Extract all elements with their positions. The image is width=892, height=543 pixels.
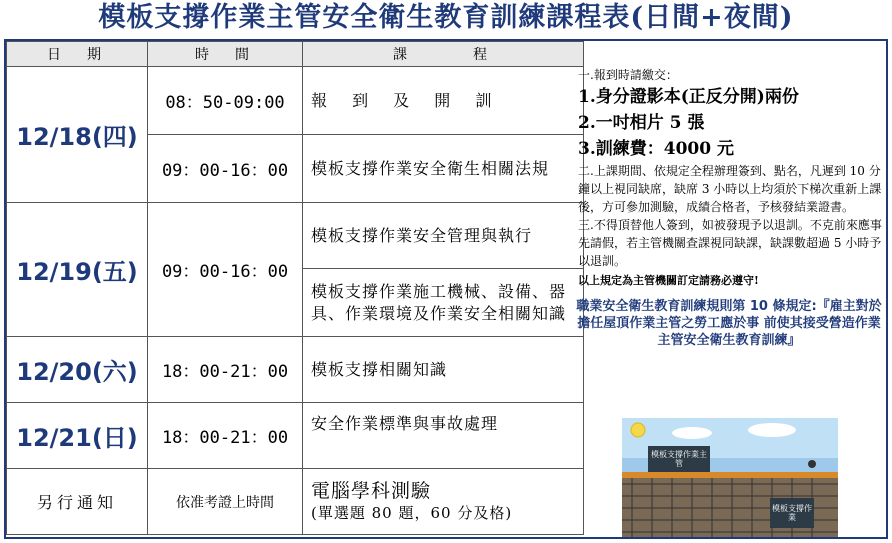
note-emphasis: 以上規定為主管機關訂定請務必遵守! (578, 274, 759, 287)
date-cell: 12/20(六) (7, 337, 148, 403)
note-paragraph: 二.上課期間、依規定全程辦理簽到、點名，凡遲到 10 分鐘以上視同缺席，缺席 3 小時以上均須於下梯次重新上課後，方可參加測驗，成績合格者，予核發結業證書。 (578, 164, 882, 214)
note-item: 3.訓練費：4000 元 (578, 139, 734, 159)
course-cell (303, 469, 584, 535)
schedule-table (6, 41, 584, 535)
time-cell: 09：00-16：00 (148, 135, 303, 203)
date-cell: 12/18(四) (7, 67, 148, 203)
header-course: 課 程 (303, 42, 584, 67)
photo-sign: 模板支撐作業 (772, 504, 812, 522)
time-cell: 18：00-21：00 (148, 403, 303, 469)
time-cell: 09：00-16：00 (148, 203, 303, 337)
course-cell: 模板支撐作業安全管理與執行 (303, 203, 584, 269)
table-row (7, 337, 584, 403)
course-cell: 模板支撐相關知識 (303, 337, 584, 403)
table-row (7, 67, 584, 135)
note-item: 1.身分證影本(正反分開)兩份 (578, 87, 799, 107)
header-time: 時 間 (148, 42, 303, 67)
note-item: 2.一吋相片 5 張 (578, 113, 705, 133)
time-cell: 08：50-09:00 (148, 67, 303, 135)
header-row (7, 42, 584, 67)
note-paragraph: 三.不得頂替他人簽到，如被發現予以退訓。不克前來應事先請假，若主管機關查課視同缺課，缺課數超過 5 小時予以退訓。 (578, 218, 882, 268)
time-cell: 依准考證上時間 (148, 469, 303, 535)
page-title: 模板支撐作業主管安全衛生教育訓練課程表(日間+夜間) (98, 2, 794, 33)
note-heading: 一.報到時請繳交： (578, 68, 678, 82)
table-row (7, 203, 584, 269)
regulation-text: 職業安全衛生教育訓練規則第 10 條規定:『雇主對於擔任屋頂作業主管之勞工應於事 前使其接受營造作業主管安全衛生教育訓練』 (576, 299, 882, 348)
date-cell: 另行通知 (7, 469, 148, 535)
course-cell: 模板支撐作業施工機械、設備、器具、作業環境及作業安全相關知識 (303, 269, 584, 337)
course-cell: 報 到 及 開 訓 (303, 67, 584, 135)
photo-sign: 模板支撐作業主管 (651, 450, 707, 468)
date-cell: 12/21(日) (7, 403, 148, 469)
course-cell: 安全作業標準與事故處理 (303, 403, 584, 469)
table-row (7, 403, 584, 469)
header-date: 日 期 (7, 42, 148, 67)
scaffold-photo (622, 418, 838, 537)
course-cell: 模板支撐作業安全衛生相關法規 (303, 135, 584, 203)
exam-title: 電腦學科測驗 (311, 479, 432, 502)
exam-note: (單選題 80 題，60 分及格) (311, 503, 513, 522)
time-cell: 18：00-21：00 (148, 337, 303, 403)
table-row (7, 469, 584, 535)
date-cell: 12/19(五) (7, 203, 148, 337)
